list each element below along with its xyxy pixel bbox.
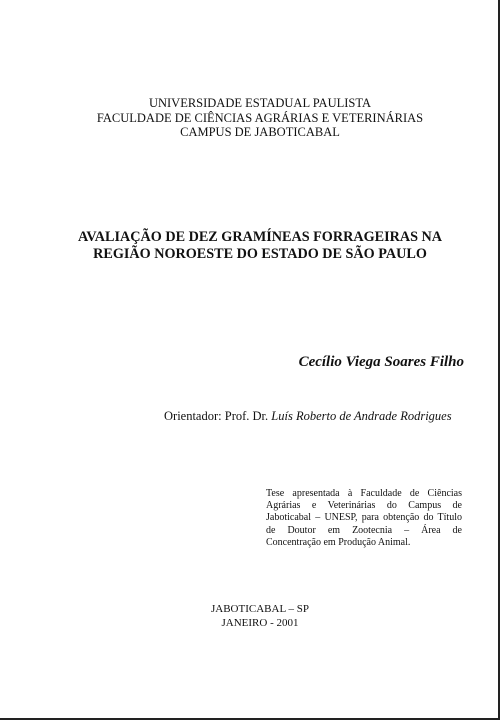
campus-name: CAMPUS DE JABOTICABAL — [180, 125, 340, 139]
university-name: UNIVERSIDADE ESTADUAL PAULISTA — [148, 96, 372, 110]
thesis-title — [0, 229, 500, 263]
advisor-line — [164, 409, 452, 424]
footer-city: JABOTICABAL – SP — [211, 603, 309, 615]
thesis-title-line-1: AVALIAÇÃO DE DEZ GRAMÍNEAS FORRAGEIRAS NA — [77, 229, 443, 245]
author-name: Cecílio Viega Soares Filho — [298, 354, 464, 370]
footer — [0, 603, 500, 630]
footer-date: JANEIRO - 2001 — [221, 616, 299, 629]
thesis-title-line-2: REGIÃO NOROESTE DO ESTADO DE SÃO PAULO — [93, 246, 427, 262]
faculty-name: FACULDADE DE CIÊNCIAS AGRÁRIAS E VETERINÁRIAS — [96, 110, 424, 125]
advisor-name: Luís Roberto de Andrade Rodrigues — [271, 409, 452, 423]
institution-header — [0, 96, 500, 140]
thesis-note: Tese apresentada à Faculdade de Ciências Agrárias e Veterinárias do Campus de Jaboticabal – UNESP, para obtenção do Título de Doutor em Zootecnia – Área de Concentração em Produção Animal. — [266, 488, 462, 548]
advisor-label: Orientador: Prof. Dr. — [164, 409, 269, 423]
